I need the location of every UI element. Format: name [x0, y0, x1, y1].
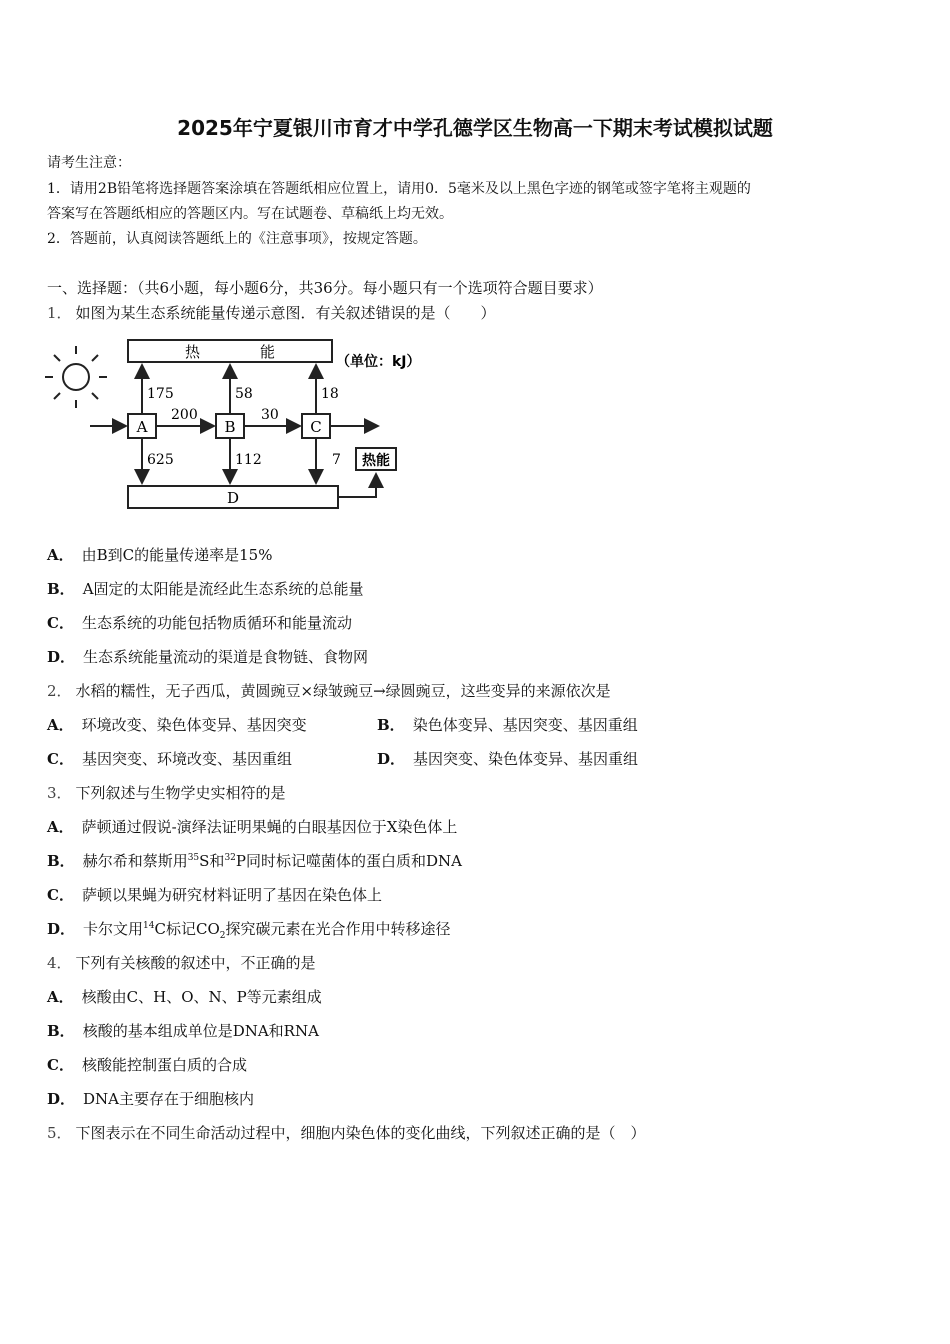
option-letter: D． — [47, 648, 76, 666]
option-letter: D． — [377, 750, 406, 768]
question-stem: 下图表示在不同生命活动过程中，细胞内染色体的变化曲线，下列叙述正确的是（ ） — [75, 1124, 646, 1142]
question-number: 4． — [47, 954, 72, 972]
notice-heading: 请考生注意： — [47, 155, 131, 171]
q1-option-b[interactable] — [47, 578, 364, 599]
question-number: 2． — [47, 682, 72, 700]
section-heading: 一、选择题：（共6小题，每小题6分，共36分。每小题只有一个选项符合题目要求） — [47, 279, 603, 297]
option-letter: B． — [47, 852, 75, 870]
node-b-label: B — [224, 418, 236, 436]
q2-option-d[interactable] — [377, 748, 638, 769]
node-b — [216, 414, 244, 438]
question-number: 3． — [47, 784, 72, 802]
option-text-post: P同时标记噬菌体的蛋白质和DNA — [235, 852, 462, 870]
notice-line-1b: 答案写在答题纸相应的答题区内。写在试题卷、草稿纸上均无效。 — [47, 206, 453, 222]
option-text: 生态系统的功能包括物质循环和能量流动 — [81, 614, 352, 632]
question-2 — [47, 680, 611, 701]
q2-option-b[interactable] — [377, 714, 638, 735]
down-a: 625 — [147, 452, 174, 468]
node-a — [128, 414, 156, 438]
option-text: 基因突变、环境改变、基因重组 — [81, 750, 292, 768]
page-title: 2025年宁夏银川市育才中学孔德学区生物高一下期末考试模拟试题 — [177, 116, 773, 140]
isotope-sup: 14 — [143, 921, 155, 931]
heat-bar-label: 热 能 — [184, 343, 276, 361]
option-text-mid: S和 — [199, 852, 225, 870]
option-letter: C． — [47, 614, 74, 632]
q1-option-c[interactable] — [47, 612, 352, 633]
option-text-mid: C标记CO — [154, 920, 220, 938]
down-b: 112 — [235, 452, 262, 468]
q3-option-a[interactable] — [47, 816, 457, 837]
question-3 — [47, 782, 286, 803]
option-letter: B． — [47, 1022, 75, 1040]
heat-box-label: 热能 — [362, 453, 390, 469]
question-stem: 下列有关核酸的叙述中，不正确的是 — [75, 954, 316, 972]
option-letter: B． — [377, 716, 405, 734]
option-text-pre: 卡尔文用 — [83, 920, 144, 938]
transfer-b-c: 30 — [261, 407, 279, 423]
isotope-sup-1: 35 — [187, 853, 200, 863]
question-stem: 下列叙述与生物学史实相符的是 — [75, 784, 286, 802]
node-c — [302, 414, 330, 438]
option-letter: A． — [47, 988, 74, 1006]
node-c-label: C — [310, 418, 322, 436]
option-text: 染色体变异、基因突变、基因重组 — [412, 716, 638, 734]
option-text: 核酸的基本组成单位是DNA和RNA — [82, 1022, 319, 1040]
down-c: 7 — [332, 452, 341, 468]
q3-option-c[interactable] — [47, 884, 382, 905]
up-a: 175 — [147, 386, 174, 402]
option-text: 萨顿通过假说-演绎法证明果蝇的白眼基因位于X染色体上 — [81, 818, 458, 836]
option-letter: C． — [47, 886, 74, 904]
option-text: 环境改变、染色体变异、基因突变 — [81, 716, 307, 734]
option-letter: B． — [47, 580, 75, 598]
question-number: 1． — [47, 304, 72, 322]
question-5 — [47, 1122, 646, 1143]
notice-line-1: 1．请用2B铅笔将选择题答案涂填在答题纸相应位置上，请用0．5毫米及以上黑色字迹的钢笔或签字笔将主观题的 — [47, 181, 751, 197]
q4-option-a[interactable] — [47, 986, 322, 1007]
transfer-a-b: 200 — [171, 407, 198, 423]
option-text: 由B到C的能量传递率是15% — [81, 546, 273, 564]
energy-flow-diagram — [44, 332, 444, 522]
option-text: 萨顿以果蝇为研究材料证明了基因在染色体上 — [81, 886, 382, 904]
question-1 — [47, 302, 496, 323]
decomposer-label: D — [226, 489, 240, 507]
notice-line-2: 2．答题前，认真阅读答题纸上的《注意事项》，按规定答题。 — [47, 231, 427, 247]
option-text: DNA主要存在于细胞核内 — [83, 1090, 255, 1108]
question-4 — [47, 952, 316, 973]
q2-option-c[interactable] — [47, 748, 292, 769]
option-text: 生态系统能量流动的渠道是食物链、食物网 — [83, 648, 369, 666]
sun-icon — [45, 346, 107, 408]
q2-option-a[interactable] — [47, 714, 307, 735]
unit-label: （单位：kJ） — [336, 354, 421, 370]
option-letter: A． — [47, 546, 74, 564]
option-letter: D． — [47, 1090, 76, 1108]
question-stem: 如图为某生态系统能量传递示意图．有关叙述错误的是（ ） — [75, 304, 496, 322]
option-letter: A． — [47, 818, 74, 836]
isotope-sup-2: 32 — [224, 853, 236, 863]
option-text: 基因突变、染色体变异、基因重组 — [413, 750, 639, 768]
option-text-post: 探究碳元素在光合作用中转移途径 — [225, 920, 451, 938]
formula-sub: 2 — [219, 931, 226, 941]
node-a-label: A — [136, 418, 148, 436]
option-text: 核酸由C、H、O、N、P等元素组成 — [81, 988, 322, 1006]
q3-option-b[interactable] — [47, 850, 462, 871]
option-letter: D． — [47, 920, 76, 938]
q4-option-b[interactable] — [47, 1020, 319, 1041]
q4-option-c[interactable] — [47, 1054, 247, 1075]
q1-option-d[interactable] — [47, 646, 368, 667]
q4-option-d[interactable] — [47, 1088, 254, 1109]
question-stem: 水稻的糯性，无子西瓜，黄圆豌豆×绿皱豌豆→绿圆豌豆，这些变异的来源依次是 — [75, 682, 611, 700]
up-c: 18 — [321, 386, 339, 402]
q3-option-d[interactable] — [47, 918, 451, 941]
option-text: 核酸能控制蛋白质的合成 — [81, 1056, 247, 1074]
up-b: 58 — [235, 386, 253, 402]
q1-option-a[interactable] — [47, 544, 272, 565]
option-letter: A． — [47, 716, 74, 734]
option-letter: C． — [47, 750, 74, 768]
question-number: 5． — [47, 1124, 72, 1142]
option-text: A固定的太阳能是流经此生态系统的总能量 — [82, 580, 364, 598]
option-letter: C． — [47, 1056, 74, 1074]
decomposer-heat-arrow — [338, 474, 376, 497]
option-text-pre: 赫尔希和蔡斯用 — [82, 852, 188, 870]
